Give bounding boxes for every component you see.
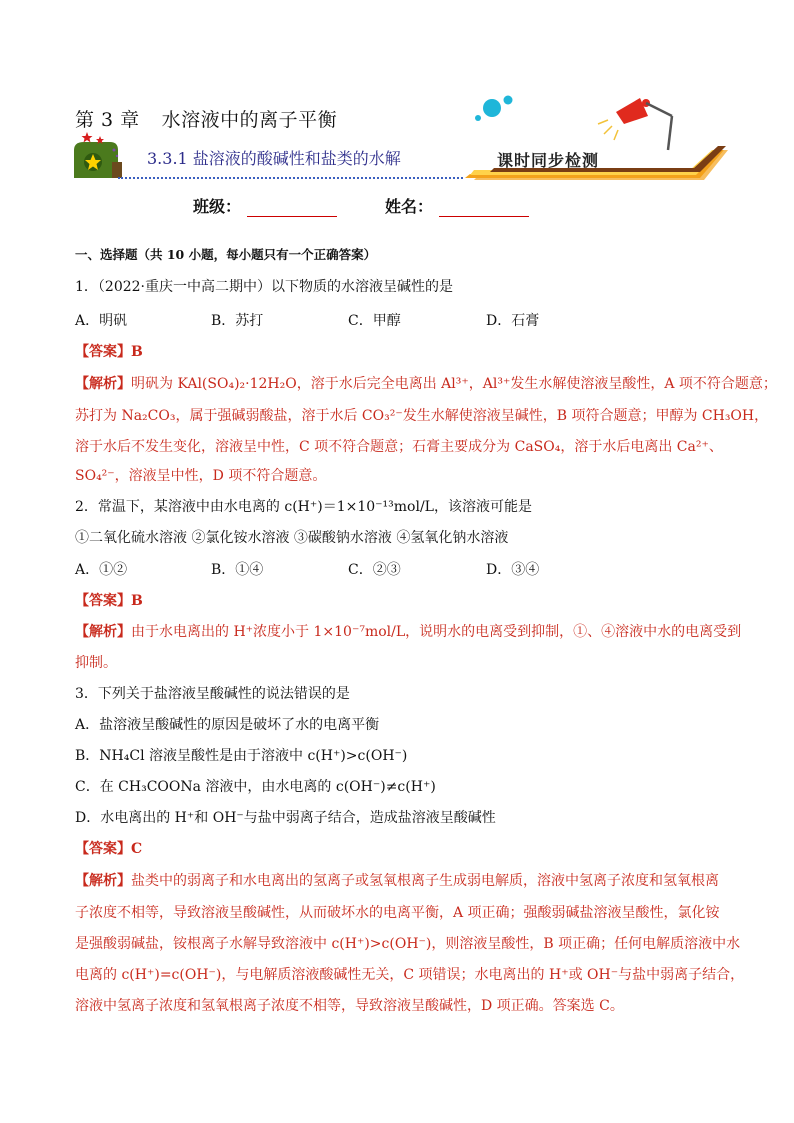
chapter-heading [75, 105, 337, 132]
q1-analysis-line-2: 苏打为 Na₂CO₃，属于强碱弱酸盐，溶于水后 CO₃²⁻发生水解使溶液呈碱性，B 项符合题意；甲醇为 CH₃OH， [75, 408, 769, 424]
banner-label: 课时同步检测 [497, 151, 600, 170]
q2-option-d: D．③④ [486, 562, 540, 578]
section-heading: 一、选择题（共 10 小题，每小题只有一个正确答案） [75, 247, 377, 262]
q3-analysis-text: 盐类中的弱离子和水电离出的氢离子或氢氧根离子生成弱电解质，溶液中氢离子浓度和氢氧根离 [131, 873, 719, 889]
star-badge-icon [74, 132, 122, 178]
q3-stem: 3．下列关于盐溶液呈酸碱性的说法错误的是 [75, 686, 350, 702]
q2-option-c: C．②③ [348, 562, 401, 578]
q3-analysis-line-4: 电离的 c(H⁺)=c(OH⁻)，与电解质溶液酸碱性无关，C 项错误；水电离出的 H⁺或 OH⁻与盐中弱离子结合， [75, 967, 745, 983]
name-blank[interactable] [439, 200, 529, 217]
q3-analysis-line-3: 是强酸弱碱盐，铵根离子水解导致溶液中 c(H⁺)>c(OH⁻)，则溶液呈酸性，B 项正确；任何电解质溶液中水 [75, 936, 741, 952]
page-header [0, 0, 794, 216]
chapter-title: 水溶液中的离子平衡 [161, 109, 338, 131]
name-field [385, 194, 529, 217]
chapter-number: 第 3 章 [75, 109, 140, 131]
q1-option-b: B．苏打 [211, 313, 264, 329]
q1-answer-value: B [131, 344, 143, 360]
q1-option-a: A．明矾 [75, 313, 128, 329]
q2-items: ①二氧化硫水溶液 ②氯化铵水溶液 ③碳酸钠水溶液 ④氢氧化钠水溶液 [75, 530, 509, 546]
q1-stem: 1．（2022·重庆一中高二期中）以下物质的水溶液呈碱性的是 [75, 279, 453, 295]
q1-option-d: D．石膏 [486, 313, 540, 329]
q2-analysis-text: 由于水电离出的 H⁺浓度小于 1×10⁻⁷mol/L，说明水的电离受到抑制，①、④溶液中水的电离受到 [131, 624, 742, 640]
name-label: 姓名： [385, 197, 434, 216]
q2-option-a: A．①② [75, 562, 128, 578]
q3-analysis-line-2: 子浓度不相等，导致溶液呈酸碱性，从而破坏水的电离平衡，A 项正确；强酸弱碱盐溶液呈酸性，氯化铵 [75, 905, 720, 921]
q1-analysis-line-4: SO₄²⁻，溶液呈中性，D 项不符合题意。 [75, 468, 327, 484]
q3-option-a: A．盐溶液呈酸碱性的原因是破坏了水的电离平衡 [75, 717, 380, 733]
class-field [193, 194, 337, 217]
q3-analysis-line-5: 溶液中氢离子浓度和氢氧根离子浓度不相等，导致溶液呈酸碱性，D 项正确。答案选 C。 [75, 998, 624, 1014]
q1-analysis-line-3: 溶于水后不发生变化，溶液呈中性，C 项不符合题意；石膏主要成分为 CaSO₄，溶于水后电离出 Ca²⁺、 [75, 439, 723, 455]
answer-tag: 【答案】 [75, 593, 131, 609]
bubble-large-icon [483, 99, 501, 117]
q1-analysis-text: 明矾为 KAl(SO₄)₂·12H₂O，溶于水后完全电离出 Al³⁺，Al³⁺发生水解使溶液呈酸性，A 项不符合题意； [131, 376, 777, 392]
bubble-small-icon [475, 115, 481, 121]
desk-lamp-icon [598, 98, 672, 150]
analysis-tag: 【解析】 [75, 873, 131, 889]
q3-answer-value: C [131, 841, 143, 857]
analysis-tag: 【解析】 [75, 376, 131, 392]
q3-analysis-line-1 [75, 871, 719, 891]
q1-option-c: C．甲醇 [348, 313, 401, 329]
q3-option-b: B．NH₄Cl 溶液呈酸性是由于溶液中 c(H⁺)>c(OH⁻) [75, 748, 408, 764]
q3-option-d: D．水电离出的 H⁺和 OH⁻与盐中弱离子结合，造成盐溶液呈酸碱性 [75, 810, 496, 826]
q3-answer [75, 839, 142, 859]
q2-answer [75, 591, 143, 611]
q2-analysis-line-2: 抑制。 [75, 655, 117, 671]
class-label: 班级： [193, 197, 242, 216]
section-title: 3.3.1 盐溶液的酸碱性和盐类的水解 [147, 149, 401, 168]
analysis-tag: 【解析】 [75, 624, 131, 640]
dotted-divider [118, 177, 463, 179]
bubble-small-icon [504, 96, 513, 105]
q2-analysis-line-1 [75, 622, 741, 642]
q2-option-b: B．①④ [211, 562, 264, 578]
answer-tag: 【答案】 [75, 344, 131, 360]
class-blank[interactable] [247, 200, 337, 217]
q2-stem: 2．常温下，某溶液中由水电离的 c(H⁺)＝1×10⁻¹³mol/L，该溶液可能是 [75, 499, 532, 515]
q2-answer-value: B [131, 593, 143, 609]
q3-option-c: C．在 CH₃COONa 溶液中，由水电离的 c(OH⁻)≠c(H⁺) [75, 779, 436, 795]
q1-analysis-line-1 [75, 374, 777, 394]
q1-answer [75, 342, 143, 362]
answer-tag: 【答案】 [75, 841, 131, 857]
